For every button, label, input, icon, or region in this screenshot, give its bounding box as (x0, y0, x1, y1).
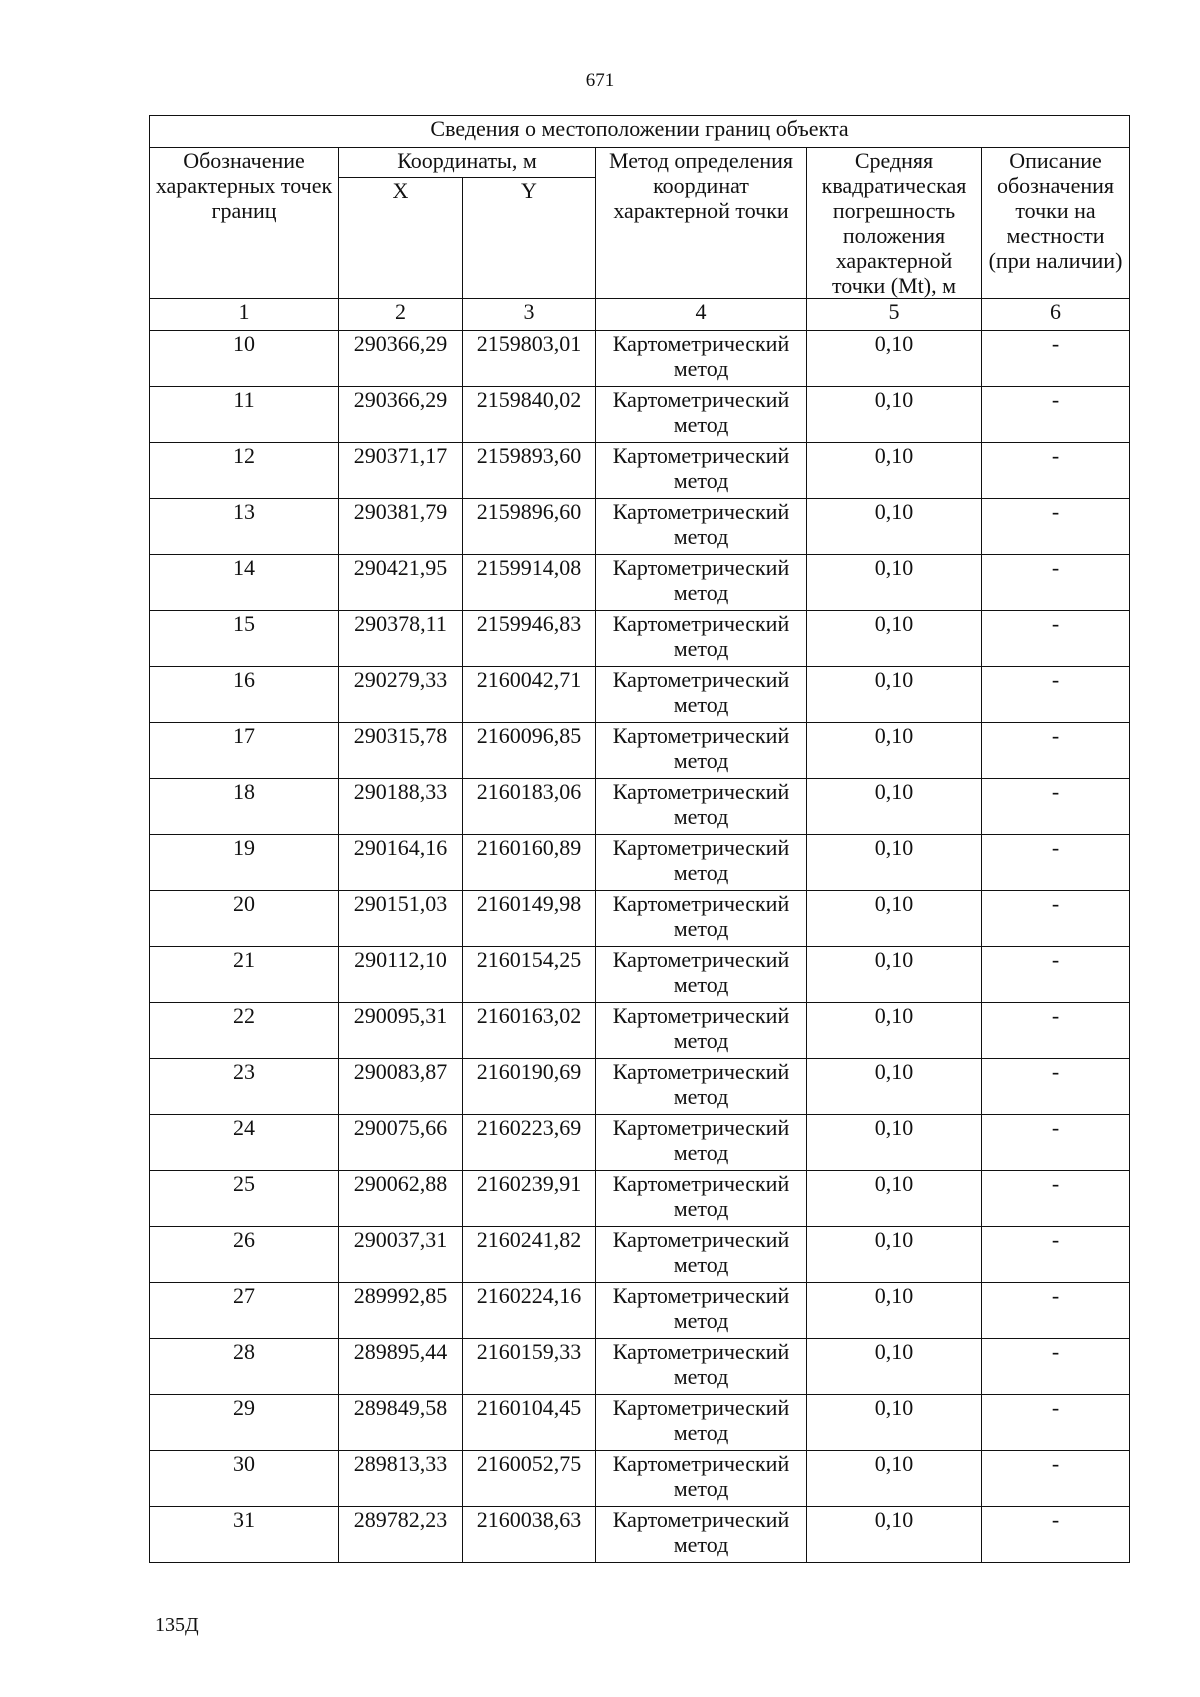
header-x: X (339, 178, 463, 299)
cell-y: 2159803,01 (463, 331, 596, 387)
cell-description: - (982, 779, 1130, 835)
header-error: Средняя квадратическая погрешность положения характерной точки (Mt), м (807, 148, 982, 299)
cell-description: - (982, 387, 1130, 443)
cell-x: 290315,78 (339, 723, 463, 779)
table-row (150, 331, 1130, 387)
table-row (150, 1395, 1130, 1451)
cell-x: 290279,33 (339, 667, 463, 723)
cell-method: Картометрический метод (596, 555, 807, 611)
cell-y: 2160190,69 (463, 1059, 596, 1115)
cell-point: 28 (150, 1339, 339, 1395)
table-row (150, 555, 1130, 611)
cell-method: Картометрический метод (596, 723, 807, 779)
cell-method: Картометрический метод (596, 499, 807, 555)
cell-x: 290371,17 (339, 443, 463, 499)
cell-point: 13 (150, 499, 339, 555)
cell-y: 2159893,60 (463, 443, 596, 499)
cell-y: 2160183,06 (463, 779, 596, 835)
header-y: Y (463, 178, 596, 299)
column-number: 2 (339, 299, 463, 331)
cell-x: 290151,03 (339, 891, 463, 947)
cell-point: 16 (150, 667, 339, 723)
cell-y: 2160104,45 (463, 1395, 596, 1451)
cell-error: 0,10 (807, 1451, 982, 1507)
cell-description: - (982, 1003, 1130, 1059)
header-coordinates: Координаты, м (339, 148, 596, 178)
cell-x: 290381,79 (339, 499, 463, 555)
cell-description: - (982, 723, 1130, 779)
cell-method: Картометрический метод (596, 1339, 807, 1395)
cell-y: 2160038,63 (463, 1507, 596, 1563)
cell-description: - (982, 331, 1130, 387)
cell-error: 0,10 (807, 1395, 982, 1451)
cell-point: 25 (150, 1171, 339, 1227)
cell-method: Картометрический метод (596, 1171, 807, 1227)
cell-x: 289849,58 (339, 1395, 463, 1451)
table-row (150, 891, 1130, 947)
cell-method: Картометрический метод (596, 1003, 807, 1059)
cell-error: 0,10 (807, 1227, 982, 1283)
cell-x: 290083,87 (339, 1059, 463, 1115)
cell-x: 290366,29 (339, 387, 463, 443)
cell-method: Картометрический метод (596, 835, 807, 891)
cell-point: 17 (150, 723, 339, 779)
column-number: 4 (596, 299, 807, 331)
cell-method: Картометрический метод (596, 1059, 807, 1115)
cell-point: 10 (150, 331, 339, 387)
cell-y: 2160096,85 (463, 723, 596, 779)
cell-y: 2160224,16 (463, 1283, 596, 1339)
table-title-row (150, 116, 1130, 148)
table-row (150, 611, 1130, 667)
cell-method: Картометрический метод (596, 443, 807, 499)
cell-method: Картометрический метод (596, 1451, 807, 1507)
cell-error: 0,10 (807, 947, 982, 1003)
page-number: 671 (585, 70, 615, 91)
cell-y: 2160163,02 (463, 1003, 596, 1059)
table-row (150, 1003, 1130, 1059)
column-number: 1 (150, 299, 339, 331)
cell-error: 0,10 (807, 1507, 982, 1563)
table-row (150, 499, 1130, 555)
cell-error: 0,10 (807, 723, 982, 779)
cell-y: 2160223,69 (463, 1115, 596, 1171)
cell-method: Картометрический метод (596, 779, 807, 835)
cell-error: 0,10 (807, 555, 982, 611)
table-row (150, 1171, 1130, 1227)
cell-description: - (982, 611, 1130, 667)
table-row (150, 1227, 1130, 1283)
table-row (150, 387, 1130, 443)
cell-description: - (982, 1227, 1130, 1283)
column-number: 3 (463, 299, 596, 331)
cell-point: 22 (150, 1003, 339, 1059)
table-row (150, 1451, 1130, 1507)
cell-error: 0,10 (807, 1171, 982, 1227)
cell-y: 2160159,33 (463, 1339, 596, 1395)
cell-x: 289782,23 (339, 1507, 463, 1563)
cell-point: 15 (150, 611, 339, 667)
cell-error: 0,10 (807, 891, 982, 947)
cell-y: 2160042,71 (463, 667, 596, 723)
cell-description: - (982, 1451, 1130, 1507)
cell-y: 2160160,89 (463, 835, 596, 891)
cell-method: Картометрический метод (596, 1283, 807, 1339)
cell-error: 0,10 (807, 1283, 982, 1339)
cell-x: 290378,11 (339, 611, 463, 667)
cell-x: 290095,31 (339, 1003, 463, 1059)
cell-error: 0,10 (807, 331, 982, 387)
cell-point: 23 (150, 1059, 339, 1115)
cell-description: - (982, 1339, 1130, 1395)
table-row (150, 779, 1130, 835)
cell-error: 0,10 (807, 1115, 982, 1171)
header-point: Обозначение характерных точек границ (150, 148, 339, 299)
header-method: Метод определения координат характерной точки (596, 148, 807, 299)
cell-point: 12 (150, 443, 339, 499)
table-row (150, 1115, 1130, 1171)
cell-description: - (982, 1171, 1130, 1227)
table-title: Сведения о местоположении границ объекта (150, 116, 1130, 148)
cell-description: - (982, 1395, 1130, 1451)
cell-description: - (982, 835, 1130, 891)
cell-method: Картометрический метод (596, 1227, 807, 1283)
cell-y: 2160149,98 (463, 891, 596, 947)
cell-x: 290062,88 (339, 1171, 463, 1227)
cell-error: 0,10 (807, 1059, 982, 1115)
cell-description: - (982, 443, 1130, 499)
table-row (150, 1283, 1130, 1339)
cell-y: 2159896,60 (463, 499, 596, 555)
cell-method: Картометрический метод (596, 611, 807, 667)
table-row (150, 1339, 1130, 1395)
cell-y: 2160241,82 (463, 1227, 596, 1283)
cell-method: Картометрический метод (596, 387, 807, 443)
cell-point: 21 (150, 947, 339, 1003)
column-number-row (150, 299, 1130, 331)
cell-method: Картометрический метод (596, 891, 807, 947)
cell-error: 0,10 (807, 835, 982, 891)
table-row (150, 1507, 1130, 1563)
cell-x: 290112,10 (339, 947, 463, 1003)
cell-x: 289813,33 (339, 1451, 463, 1507)
cell-x: 290421,95 (339, 555, 463, 611)
table-row (150, 723, 1130, 779)
column-number: 5 (807, 299, 982, 331)
table-row (150, 443, 1130, 499)
cell-y: 2160052,75 (463, 1451, 596, 1507)
cell-point: 30 (150, 1451, 339, 1507)
cell-point: 14 (150, 555, 339, 611)
cell-description: - (982, 499, 1130, 555)
cell-y: 2160154,25 (463, 947, 596, 1003)
cell-error: 0,10 (807, 443, 982, 499)
cell-description: - (982, 1507, 1130, 1563)
cell-description: - (982, 1059, 1130, 1115)
cell-point: 11 (150, 387, 339, 443)
cell-description: - (982, 1283, 1130, 1339)
cell-method: Картометрический метод (596, 667, 807, 723)
table-row (150, 1059, 1130, 1115)
cell-method: Картометрический метод (596, 1115, 807, 1171)
cell-x: 290075,66 (339, 1115, 463, 1171)
column-number: 6 (982, 299, 1130, 331)
header-row (150, 148, 1130, 178)
cell-x: 289992,85 (339, 1283, 463, 1339)
header-description: Описание обозначения точки на местности (при наличии) (982, 148, 1130, 299)
cell-error: 0,10 (807, 499, 982, 555)
cell-description: - (982, 1115, 1130, 1171)
cell-x: 290188,33 (339, 779, 463, 835)
cell-y: 2159914,08 (463, 555, 596, 611)
table-row (150, 947, 1130, 1003)
cell-method: Картометрический метод (596, 1395, 807, 1451)
cell-error: 0,10 (807, 779, 982, 835)
cell-y: 2159840,02 (463, 387, 596, 443)
cell-point: 19 (150, 835, 339, 891)
cell-description: - (982, 891, 1130, 947)
cell-method: Картометрический метод (596, 947, 807, 1003)
cell-error: 0,10 (807, 611, 982, 667)
table-row (150, 667, 1130, 723)
table-row (150, 835, 1130, 891)
cell-x: 290037,31 (339, 1227, 463, 1283)
cell-error: 0,10 (807, 387, 982, 443)
cell-description: - (982, 667, 1130, 723)
cell-x: 289895,44 (339, 1339, 463, 1395)
cell-error: 0,10 (807, 1003, 982, 1059)
cell-x: 290164,16 (339, 835, 463, 891)
cell-x: 290366,29 (339, 331, 463, 387)
cell-point: 27 (150, 1283, 339, 1339)
cell-method: Картометрический метод (596, 1507, 807, 1563)
cell-method: Картометрический метод (596, 331, 807, 387)
footer-code: 135Д (155, 1614, 199, 1636)
boundary-coordinates-table (149, 115, 1130, 1563)
cell-error: 0,10 (807, 1339, 982, 1395)
cell-point: 31 (150, 1507, 339, 1563)
cell-point: 26 (150, 1227, 339, 1283)
cell-point: 24 (150, 1115, 339, 1171)
cell-point: 20 (150, 891, 339, 947)
cell-point: 18 (150, 779, 339, 835)
cell-description: - (982, 947, 1130, 1003)
cell-point: 29 (150, 1395, 339, 1451)
cell-description: - (982, 555, 1130, 611)
cell-error: 0,10 (807, 667, 982, 723)
cell-y: 2159946,83 (463, 611, 596, 667)
cell-y: 2160239,91 (463, 1171, 596, 1227)
